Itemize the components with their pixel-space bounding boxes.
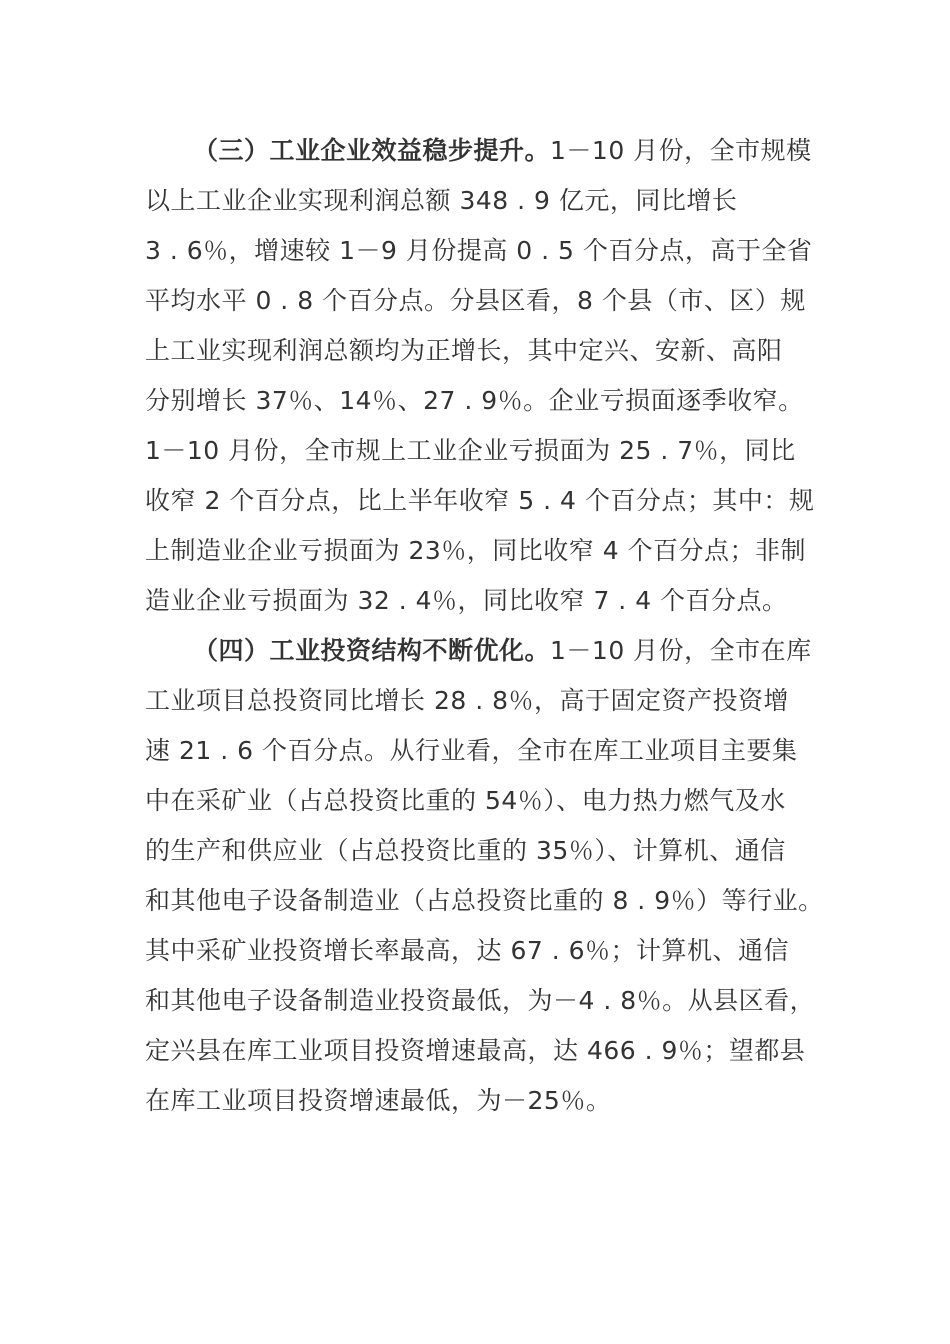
paragraph-2-line-8: 和其他电子设备制造业投资最低，为－4 . 8％。从县区看， — [145, 986, 816, 1015]
paragraph-1-line-10: 造业企业亏损面为 32 . 4％，同比收窄 7 . 4 个百分点。 — [145, 586, 788, 615]
paragraph-2-line-10: 在库工业项目投资增速最低，为－25％。 — [145, 1086, 612, 1115]
paragraph-2-line-7: 其中采矿业投资增长率最高，达 67 . 6％；计算机、通信 — [145, 936, 790, 965]
paragraph-2-line-6: 和其他电子设备制造业（占总投资比重的 8 . 9％）等行业。 — [145, 886, 824, 915]
paragraph-1-line-8: 收窄 2 个百分点，比上半年收窄 5 . 4 个百分点；其中：规 — [145, 486, 815, 515]
document-body — [145, 126, 835, 1126]
paragraph-2-line-5: 的生产和供应业（占总投资比重的 35％）、计算机、通信 — [145, 836, 786, 865]
paragraph-1-line-6: 分别增长 37％、14％、27 . 9％。企业亏损面逐季收窄。 — [145, 386, 804, 415]
paragraph-1-line-9: 上制造业企业亏损面为 23％，同比收窄 4 个百分点；非制 — [145, 536, 807, 565]
paragraph-1-line-7: 1－10 月份，全市规上工业企业亏损面为 25 . 7％，同比 — [145, 436, 796, 465]
paragraph-2-line-3: 速 21 . 6 个百分点。从行业看，全市在库工业项目主要集 — [145, 736, 798, 765]
paragraph-1-line-4: 平均水平 0 . 8 个百分点。分县区看，8 个县（市、区）规 — [145, 286, 806, 315]
paragraph-1-line-2: 以上工业企业实现利润总额 348 . 9 亿元，同比增长 — [145, 186, 738, 215]
paragraph-2-line-9: 定兴县在库工业项目投资增速最高，达 466 . 9％；望都县 — [145, 1036, 806, 1065]
paragraph-1-line-3: 3 . 6％，增速较 1－9 月份提高 0 . 5 个百分点，高于全省 — [145, 236, 813, 265]
paragraph-1-line-1 — [145, 126, 835, 176]
paragraph-1-line-5: 上工业实现利润总额均为正增长，其中定兴、安新、高阳 — [145, 336, 783, 365]
paragraph-2-line-2: 工业项目总投资同比增长 28 . 8％，高于固定资产投资增 — [145, 686, 790, 715]
paragraph-1-text: 1－10 月份，全市规模 — [550, 136, 812, 165]
paragraph-1-heading: （三）工业企业效益稳步提升。 — [193, 136, 551, 165]
paragraph-2-line-4: 中在采矿业（占总投资比重的 54％）、电力热力燃气及水 — [145, 786, 786, 815]
paragraph-2-line-1 — [145, 626, 835, 676]
paragraph-2-text: 1－10 月份，全市在库 — [550, 636, 812, 665]
paragraph-2-heading: （四）工业投资结构不断优化。 — [193, 636, 551, 665]
